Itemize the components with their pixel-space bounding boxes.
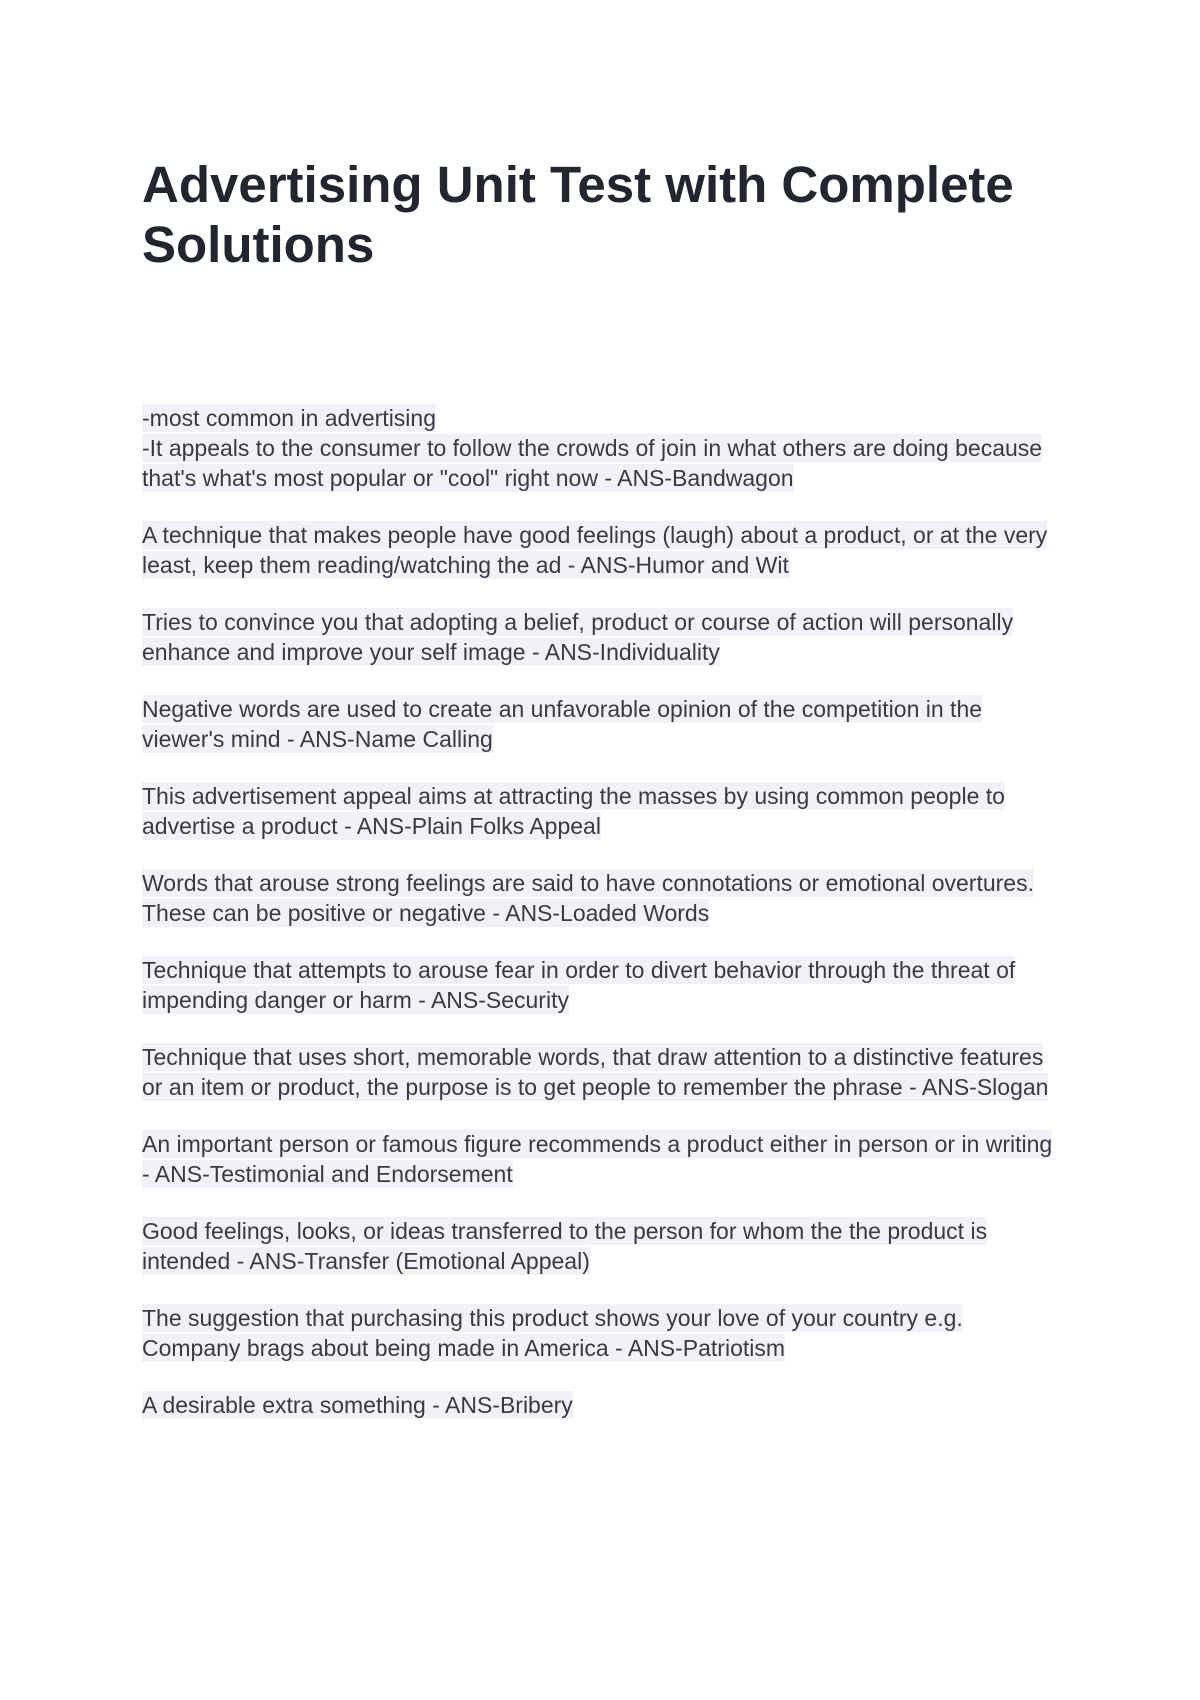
- qa-text-line: The suggestion that purchasing this product shows your love of your country e.g. Company brags about being made in America - ANS-Patriotism: [142, 1305, 963, 1361]
- qa-item: [142, 868, 1062, 928]
- qa-item: [142, 607, 1062, 667]
- qa-text-line: -It appeals to the consumer to follow the crowds of join in what others are doing because that's what's most popular or "cool" right now - ANS-Bandwagon: [142, 435, 1043, 491]
- qa-text-line: Technique that uses short, memorable words, that draw attention to a distinctive features or an item or product, the purpose is to get people to remember the phrase - ANS-Slogan: [142, 1044, 1049, 1100]
- qa-item: [142, 781, 1062, 841]
- qa-item: [142, 1216, 1062, 1276]
- qa-list: [142, 403, 1062, 1420]
- qa-text-line: -most common in advertising: [142, 405, 436, 431]
- qa-text-line: Good feelings, looks, or ideas transferred to the person for whom the the product is intended - ANS-Transfer (Emotional Appeal): [142, 1218, 988, 1274]
- qa-item: [142, 1303, 1062, 1363]
- qa-item: [142, 1042, 1062, 1102]
- qa-item: [142, 520, 1062, 580]
- document-page: [142, 155, 1062, 1447]
- qa-text-line: A desirable extra something - ANS-Bribery: [142, 1392, 573, 1418]
- qa-item: [142, 1129, 1062, 1189]
- qa-text-line: Negative words are used to create an unfavorable opinion of the competition in the viewer's mind - ANS-Name Calling: [142, 696, 983, 752]
- qa-text-line: Words that arouse strong feelings are said to have connotations or emotional overtures. These can be positive or negative - ANS-Loaded Words: [142, 870, 1034, 926]
- qa-item: [142, 403, 1062, 493]
- qa-item: [142, 1390, 1062, 1420]
- qa-item: [142, 955, 1062, 1015]
- qa-text-line: An important person or famous figure recommends a product either in person or in writing - ANS-Testimonial and Endorsement: [142, 1131, 1053, 1187]
- qa-text-line: A technique that makes people have good feelings (laugh) about a product, or at the very least, keep them reading/watching the ad - ANS-Humor and Wit: [142, 522, 1048, 578]
- document-title: Advertising Unit Test with Complete Solutions: [142, 156, 1014, 273]
- qa-item: [142, 694, 1062, 754]
- qa-text-line: This advertisement appeal aims at attracting the masses by using common people to advertise a product - ANS-Plain Folks Appeal: [142, 783, 1005, 839]
- qa-text-line: Technique that attempts to arouse fear in order to divert behavior through the threat of impending danger or harm - ANS-Security: [142, 957, 1016, 1013]
- qa-text-line: Tries to convince you that adopting a belief, product or course of action will personally enhance and improve your self image - ANS-Individuality: [142, 609, 1014, 665]
